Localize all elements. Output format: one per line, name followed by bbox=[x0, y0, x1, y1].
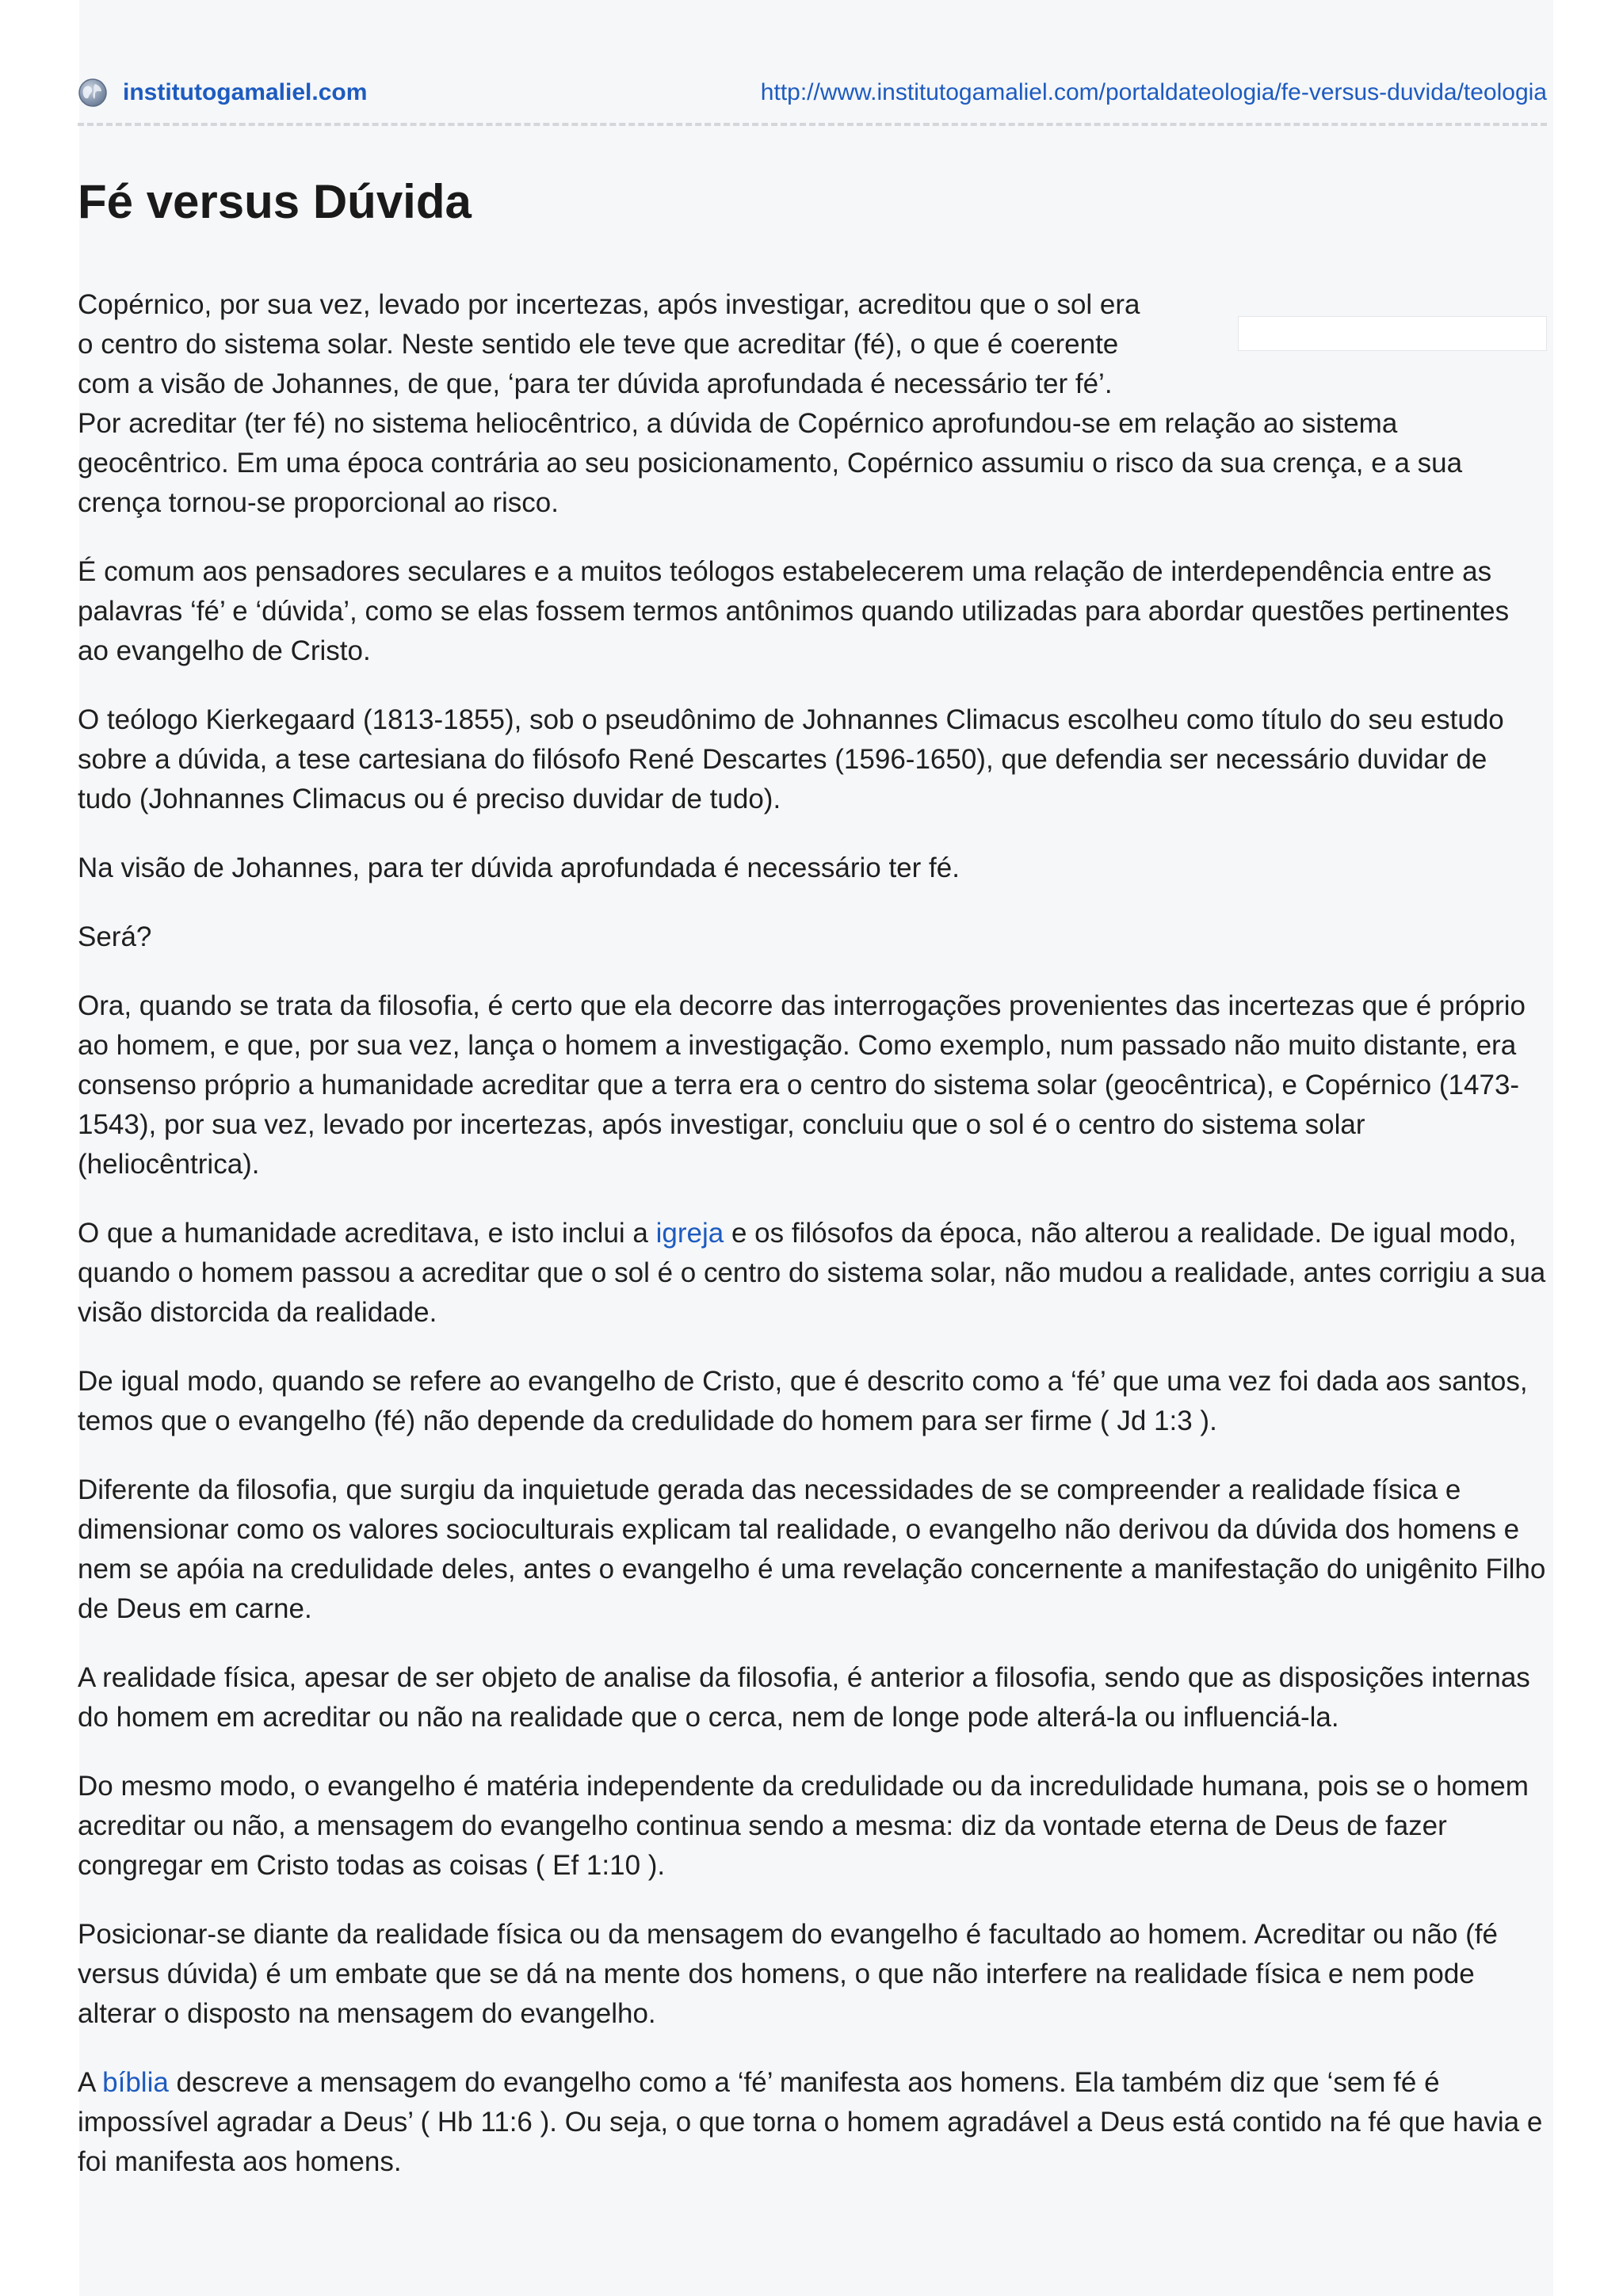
paragraph-9: Diferente da filosofia, que surgiu da inquietude gerada das necessidades de se compreender a realidade física e dimensionar como os valores socioculturais explicam tal realidade, o evangelho não derivou da dúvida dos homens e nem se apóia na credulidade deles, antes o evangelho é uma revelação concernente a manifestação do unigênito Filho de Deus em carne. bbox=[78, 1474, 1546, 1624]
header-divider bbox=[78, 123, 1547, 126]
paragraph-12: Posicionar-se diante da realidade física ou da mensagem do evangelho é facultado ao homem. Acreditar ou não (fé versus dúvida) é um embate que se dá na mente dos homens, o que não interfere na realidade física e nem pode alterar o disposto na mensagem do evangelho. bbox=[78, 1919, 1498, 2029]
paragraph-7-text: e os filósofos da época, não alterou a realidade. De igual modo, quando o homem passou a acreditar que o sol é o centro do sistema solar, não mudou a realidade, antes corrigiu a sua visão distorcida da realidade. bbox=[78, 1218, 1546, 1328]
paragraph-13-text: descreve a mensagem do evangelho como a ‘fé’ manifesta aos homens. Ela também diz que ‘sem fé é impossível agradar a Deus’ ( Hb 11:6 ). Ou seja, o que torna o homem agradável a Deus está contido na fé que havia e foi manifesta aos homens. bbox=[78, 2067, 1543, 2177]
paragraph-5: Será? bbox=[78, 921, 152, 952]
paragraph-7 bbox=[78, 1214, 1547, 1333]
paragraph-1-line: geocêntrico. Em uma época contrária ao seu posicionamento, Copérnico assumiu o risco da sua crença, e a sua bbox=[78, 448, 1463, 479]
paragraph-6: Ora, quando se trata da filosofia, é certo que ela decorre das interrogações provenientes das incertezas que é próprio ao homem, e que, por sua vez, lança o homem a investigação. Como exemplo, num passado não muito distante, era consenso próprio a humanidade acreditar que a terra era o centro do sistema solar (geocêntrica), e Copérnico (1473-1543), por sua vez, levado por incertezas, após investigar, concluiu que o sol é o centro do sistema solar (heliocêntrica). bbox=[78, 990, 1526, 1180]
paragraph-1-line: o centro do sistema solar. Neste sentido ele teve que acreditar (fé), o que é coerente bbox=[78, 329, 1119, 360]
paragraph-13 bbox=[78, 2063, 1547, 2182]
paragraph-1-line: Copérnico, por sua vez, levado por incertezas, após investigar, acreditou que o sol era bbox=[78, 289, 1140, 320]
paragraph-11: Do mesmo modo, o evangelho é matéria independente da credulidade ou da incredulidade humana, pois se o homem acreditar ou não, a mensagem do evangelho continua sendo a mesma: diz da vontade eterna de Deus de fazer congregar em Cristo todas as coisas ( Ef 1:10 ). bbox=[78, 1771, 1529, 1881]
page-header bbox=[78, 76, 1547, 113]
paragraph-1-line: crença tornou-se proporcional ao risco. bbox=[78, 487, 559, 518]
article-url-link[interactable]: http://www.institutogamaliel.com/portaldateologia/fe-versus-duvida/teologia bbox=[760, 79, 1547, 105]
paragraph-1-line: com a visão de Johannes, de que, ‘para ter dúvida aprofundada é necessário ter fé’. bbox=[78, 368, 1113, 399]
site-name-link[interactable]: institutogamaliel.com bbox=[123, 79, 368, 105]
paragraph-1 bbox=[78, 285, 1547, 523]
paragraph-10: A realidade física, apesar de ser objeto de analise da filosofia, é anterior a filosofia, sendo que as disposições internas do homem em acreditar ou não na realidade que o cerca, nem de longe pode alterá-la ou influenciá-la. bbox=[78, 1662, 1530, 1733]
paragraph-3: O teólogo Kierkegaard (1813-1855), sob o pseudônimo de Johnannes Climacus escolheu como título do seu estudo sobre a dúvida, a tese cartesiana do filósofo René Descartes (1596-1650), que defendia ser necessário duvidar de tudo (Johnannes Climacus ou é preciso duvidar de tudo). bbox=[78, 704, 1504, 814]
biblia-link[interactable]: bíblia bbox=[102, 2067, 169, 2098]
paragraph-13-text: A bbox=[78, 2067, 103, 2098]
globe-icon bbox=[78, 78, 108, 108]
paragraph-7-text: O que a humanidade acreditava, e isto inclui a bbox=[78, 1218, 656, 1249]
paragraph-4: Na visão de Johannes, para ter dúvida aprofundada é necessário ter fé. bbox=[78, 852, 960, 883]
page-title: Fé versus Dúvida bbox=[78, 175, 472, 228]
igreja-link[interactable]: igreja bbox=[655, 1218, 724, 1249]
paragraph-2: É comum aos pensadores seculares e a muitos teólogos estabelecerem uma relação de interdependência entre as palavras ‘fé’ e ‘dúvida’, como se elas fossem termos antônimos quando utilizadas para abordar questões pertinentes ao evangelho de Cristo. bbox=[78, 556, 1510, 666]
article-body bbox=[78, 285, 1547, 2211]
paragraph-8: De igual modo, quando se refere ao evangelho de Cristo, que é descrito como a ‘fé’ que uma vez foi dada aos santos, temos que o evangelho (fé) não depende da credulidade do homem para ser firme ( Jd 1:3 ). bbox=[78, 1366, 1528, 1436]
paragraph-1-line: Por acreditar (ter fé) no sistema heliocêntrico, a dúvida de Copérnico aprofundou-se em relação ao sistema bbox=[78, 408, 1398, 439]
